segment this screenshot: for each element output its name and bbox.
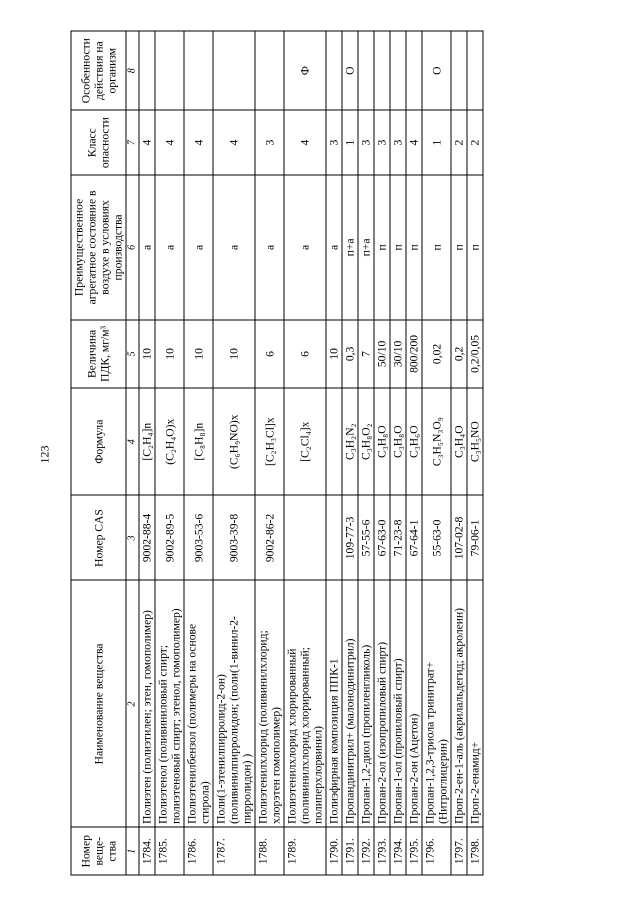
pdk-value: 0,2/0,05	[467, 319, 483, 387]
effect-feature	[139, 31, 155, 110]
cas-number: 9002-89-5	[155, 495, 184, 580]
substance-number: 1798.	[467, 827, 483, 875]
table-row	[390, 31, 406, 875]
pdk-value: 800/200	[406, 319, 422, 387]
substance-name: Полиэтенилхлорид хлорированный (поливинилхлорид хлорированный; полиперхлорвинил)	[284, 580, 326, 827]
substance-number: 1797.	[451, 827, 467, 875]
col-num: 8	[126, 31, 139, 110]
aggregate-state: а	[184, 174, 213, 319]
cas-number: 79-06-1	[467, 495, 483, 580]
aggregate-state: а	[213, 174, 255, 319]
effect-feature	[467, 31, 483, 110]
effect-feature: О	[422, 31, 451, 110]
formula: C₃H₄O	[451, 387, 467, 495]
substance-number: 1788.	[255, 827, 284, 875]
hazard-class: 4	[213, 110, 255, 175]
table-row	[422, 31, 451, 875]
header-cas: Номер CAS	[71, 495, 126, 580]
hazard-class: 3	[255, 110, 284, 175]
cas-number: 107-02-8	[451, 495, 467, 580]
table-row	[358, 31, 374, 875]
table-row	[139, 31, 155, 875]
hazard-class: 3	[358, 110, 374, 175]
substance-number: 1785.	[155, 827, 184, 875]
aggregate-state: а	[255, 174, 284, 319]
substance-name: Полиэтенилхлорид (поливинилхлорид; хлорэтен гомополимер)	[255, 580, 284, 827]
col-num: 5	[126, 319, 139, 387]
pdk-value: 7	[358, 319, 374, 387]
formula: [C₂H₃Cl]x	[255, 387, 284, 495]
cas-number: 9003-39-8	[213, 495, 255, 580]
aggregate-state: а	[284, 174, 326, 319]
hazard-class: 2	[467, 110, 483, 175]
col-num: 3	[126, 495, 139, 580]
substance-name: Полиэфирная композиция ППК-1	[326, 580, 342, 827]
substance-number: 1792.	[358, 827, 374, 875]
pdk-value: 10	[184, 319, 213, 387]
pdk-value: 0,3	[342, 319, 358, 387]
aggregate-state: п	[422, 174, 451, 319]
effect-feature	[213, 31, 255, 110]
substance-number: 1790.	[326, 827, 342, 875]
pdk-value: 10	[155, 319, 184, 387]
header-class: Класс опасности	[71, 110, 126, 175]
substance-name: Проп-2-ен-1-аль (акрилальдегид; акролеин)	[451, 580, 467, 827]
aggregate-state: п	[390, 174, 406, 319]
header-state: Преимущественное агрегатное состояние в воздухе в условиях производства	[71, 174, 126, 319]
cas-number: 67-63-0	[374, 495, 390, 580]
cas-number: 9003-53-6	[184, 495, 213, 580]
formula: (C₆H₉NO)x	[213, 387, 255, 495]
header-row	[71, 31, 126, 875]
cas-number: 109-77-3	[342, 495, 358, 580]
cas-number: 9002-88-4	[139, 495, 155, 580]
pdk-value: 50/10	[374, 319, 390, 387]
substance-number: 1794.	[390, 827, 406, 875]
substance-number: 1787.	[213, 827, 255, 875]
cas-number: 67-64-1	[406, 495, 422, 580]
substance-number: 1789.	[284, 827, 326, 875]
aggregate-state: а	[326, 174, 342, 319]
substance-name: Пропан-2-он (Ацетон)	[406, 580, 422, 827]
formula: [C₈H₈]n	[184, 387, 213, 495]
effect-feature	[358, 31, 374, 110]
table-row	[342, 31, 358, 875]
hazard-class: 1	[342, 110, 358, 175]
substance-number: 1784.	[139, 827, 155, 875]
pdk-value: 10	[213, 319, 255, 387]
effect-feature	[374, 31, 390, 110]
pdk-value: 10	[139, 319, 155, 387]
hazard-class: 4	[155, 110, 184, 175]
hazard-class: 4	[184, 110, 213, 175]
cas-number: 71-23-8	[390, 495, 406, 580]
substance-name: Пропан-2-ол (изопропиловый спирт)	[374, 580, 390, 827]
effect-feature	[255, 31, 284, 110]
table-row	[326, 31, 342, 875]
formula: [C₂H₄]n	[139, 387, 155, 495]
aggregate-state: п	[467, 174, 483, 319]
substance-number: 1795.	[406, 827, 422, 875]
hazard-class: 4	[139, 110, 155, 175]
hazard-class: 3	[326, 110, 342, 175]
effect-feature: Ф	[284, 31, 326, 110]
table-row	[467, 31, 483, 875]
aggregate-state: п	[406, 174, 422, 319]
pdk-value: 6	[284, 319, 326, 387]
cas-number	[284, 495, 326, 580]
page-number: 123	[37, 445, 52, 464]
table-row	[255, 31, 284, 875]
header-effect: Особенности действия на организм	[71, 31, 126, 110]
aggregate-state: п	[374, 174, 390, 319]
substance-number: 1793.	[374, 827, 390, 875]
effect-feature	[451, 31, 467, 110]
substance-name: Полиэтенол (поливиниловый спирт; полиэтеновый спирт; этенол, гомополимер)	[155, 580, 184, 827]
substances-table	[71, 30, 484, 875]
cas-number	[326, 495, 342, 580]
pdk-value: 6	[255, 319, 284, 387]
hazard-class: 2	[451, 110, 467, 175]
column-number-row	[126, 31, 139, 875]
table-row	[184, 31, 213, 875]
table-row	[155, 31, 184, 875]
substance-name: Пропан-1-ол (пропиловый спирт)	[390, 580, 406, 827]
substance-name: Проп-2-енамид+	[467, 580, 483, 827]
aggregate-state: п+а	[342, 174, 358, 319]
formula: C₃H₅N₃O₉	[422, 387, 451, 495]
aggregate-state: а	[139, 174, 155, 319]
effect-feature	[326, 31, 342, 110]
formula	[326, 387, 342, 495]
substance-name: Пропандинитрил+ (малонодинитрил)	[342, 580, 358, 827]
hazard-class: 4	[284, 110, 326, 175]
table-row	[213, 31, 255, 875]
table-body	[139, 31, 483, 875]
aggregate-state: а	[155, 174, 184, 319]
substance-name: Пропан-1,2-диол (пропиленгликоль)	[358, 580, 374, 827]
aggregate-state: п+а	[358, 174, 374, 319]
col-num: 6	[126, 174, 139, 319]
pdk-value: 10	[326, 319, 342, 387]
formula: C₃H₆O	[406, 387, 422, 495]
col-num: 7	[126, 110, 139, 175]
formula: C₃H₈O	[390, 387, 406, 495]
table-row	[284, 31, 326, 875]
pdk-value: 0,2	[451, 319, 467, 387]
pdk-value: 0,02	[422, 319, 451, 387]
hazard-class: 4	[406, 110, 422, 175]
effect-feature: О	[342, 31, 358, 110]
effect-feature	[390, 31, 406, 110]
col-num: 2	[126, 580, 139, 827]
effect-feature	[184, 31, 213, 110]
pdk-value: 30/10	[390, 319, 406, 387]
effect-feature	[155, 31, 184, 110]
header-number: Номер веще-ства	[71, 827, 126, 875]
header-pdk: Величина ПДК, мг/м³	[71, 319, 126, 387]
formula: C₃H₂N₂	[342, 387, 358, 495]
substance-name: Полиэтенилбензол (полимеры на основе стирола)	[184, 580, 213, 827]
substance-name: Полиэтен (полиэтилен; этен, гомополимер)	[139, 580, 155, 827]
substance-number: 1796.	[422, 827, 451, 875]
substance-number: 1791.	[342, 827, 358, 875]
cas-number: 9002-86-2	[255, 495, 284, 580]
formula: (C₂H₄O)x	[155, 387, 184, 495]
substance-number: 1786.	[184, 827, 213, 875]
effect-feature	[406, 31, 422, 110]
col-num: 1	[126, 827, 139, 875]
formula: C₃H₈O	[374, 387, 390, 495]
hazard-class: 3	[374, 110, 390, 175]
header-formula: Формула	[71, 387, 126, 495]
cas-number: 57-55-6	[358, 495, 374, 580]
col-num: 4	[126, 387, 139, 495]
hazard-class: 1	[422, 110, 451, 175]
table-row	[406, 31, 422, 875]
rotated-table-container	[71, 30, 611, 875]
table-row	[374, 31, 390, 875]
header-name: Наименование вещества	[71, 580, 126, 827]
formula: [C₂Cl₄]x	[284, 387, 326, 495]
substance-name: Поли(1-этенилпирролид-2-он) (поливинилпирролидон; (поли(1-винил-2-пирролидон) )	[213, 580, 255, 827]
hazard-class: 3	[390, 110, 406, 175]
substance-name: Пропан-1,2,3-триола тринитрат+ (Нитроглицерин)	[422, 580, 451, 827]
aggregate-state: п	[451, 174, 467, 319]
table-row	[451, 31, 467, 875]
formula: C₃H₈O₂	[358, 387, 374, 495]
cas-number: 55-63-0	[422, 495, 451, 580]
formula: C₃H₅NO	[467, 387, 483, 495]
